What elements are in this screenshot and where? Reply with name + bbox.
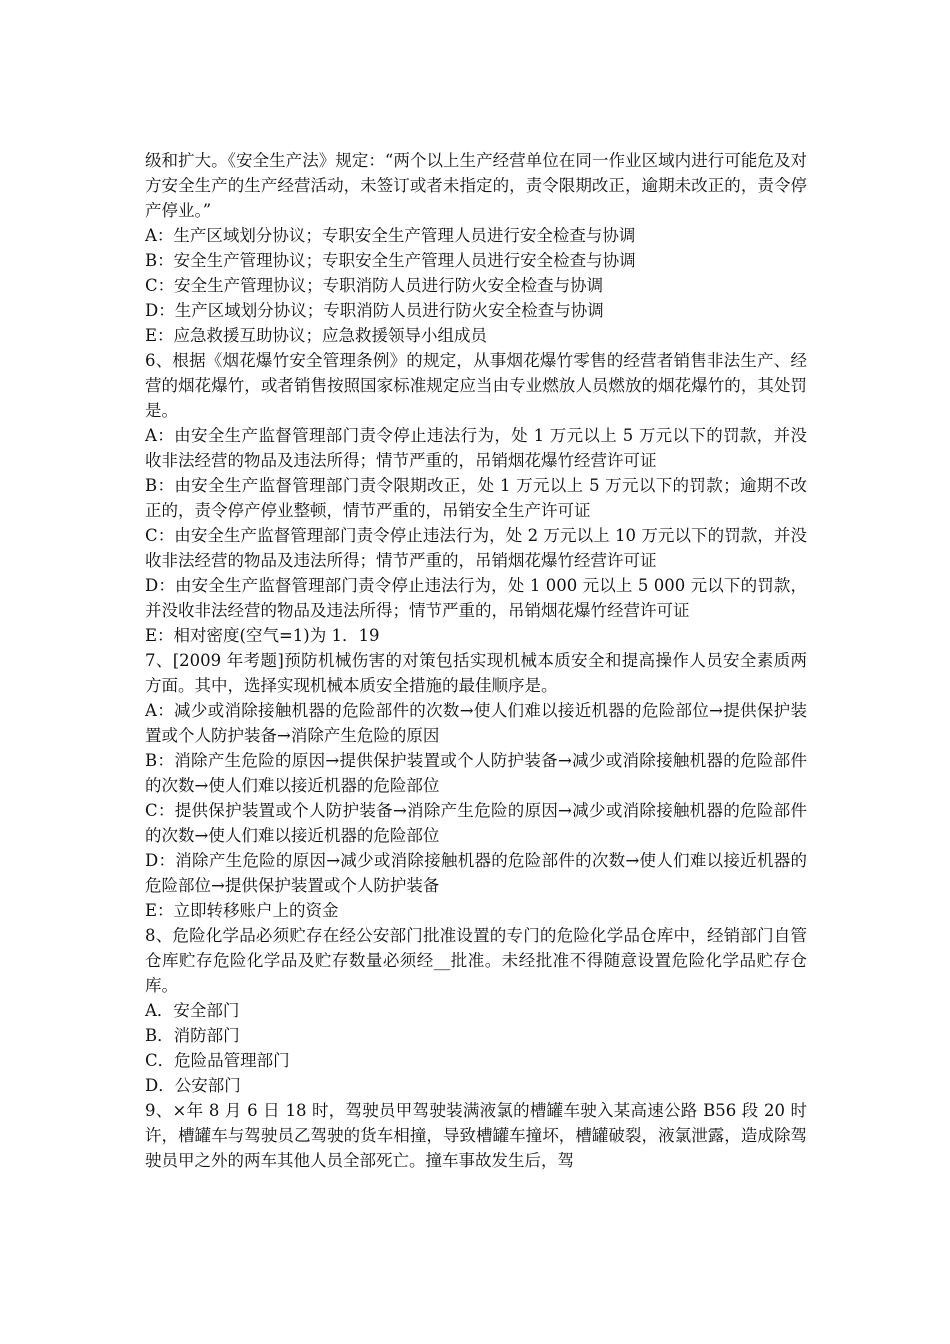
question-8-option-d: D．公安部门 [145,1076,241,1095]
question-5-stem-continued: 级和扩大。《安全生产法》规定：“两个以上生产经营单位在同一作业区域内进行可能危及对方安全生产的生产经营活动，未签订或者未指定的，责令限期改正，逾期未改正的，责令停产停业。” [145,151,807,220]
question-9-stem: 9、×年 8 月 6 日 18 时，驾驶员甲驾驶装满液氯的槽罐车驶入某高速公路 B56 段 20 时许，槽罐车与驾驶员乙驾驶的货车相撞，导致槽罐车撞坏，槽罐破裂，液氯泄露，造成除驾驶员甲之外的两车其他人员全部死亡。撞车事故发生后，驾 [145,1101,807,1170]
document-page [145,0,807,1344]
question-6-option-d: D：由安全生产监督管理部门责令停止违法行为，处 1 000 元以上 5 000 元以下的罚款，并没收非法经营的物品及违法所得；情节严重的，吊销烟花爆竹经营许可证 [145,576,807,620]
question-5-option-d: D：生产区域划分协议；专职消防人员进行防火安全检查与协调 [145,301,604,320]
question-7-option-c: C：提供保护装置或个人防护装备→消除产生危险的原因→减少或消除接触机器的危险部件的次数→使人们难以接近机器的危险部位 [145,801,807,845]
question-6-stem: 6、根据《烟花爆竹安全管理条例》的规定，从事烟花爆竹零售的经营者销售非法生产、经营的烟花爆竹，或者销售按照国家标准规定应当由专业燃放人员燃放的烟花爆竹的，其处罚是。 [145,351,807,420]
question-8-option-b: B．消防部门 [145,1026,240,1045]
document-body [145,148,807,1173]
question-7-stem: 7、[2009 年考题]预防机械伤害的对策包括实现机械本质安全和提高操作人员安全素质两方面。其中，选择实现机械本质安全措施的最佳顺序是。 [145,651,807,695]
question-8-option-c: C．危险品管理部门 [145,1051,290,1070]
question-7-option-e: E：立即转移账户上的资金 [145,901,339,920]
question-6-option-b: B：由安全生产监督管理部门责令限期改正，处 1 万元以上 5 万元以下的罚款；逾期不改正的，责令停产停业整顿，情节严重的，吊销安全生产许可证 [145,476,807,520]
question-5-option-e: E：应急救援互助协议；应急救援领导小组成员 [145,326,488,345]
question-5-option-a: A：生产区域划分协议；专职安全生产管理人员进行安全检查与协调 [145,226,636,245]
question-5-option-c: C：安全生产管理协议；专职消防人员进行防火安全检查与协调 [145,276,604,295]
question-6-option-c: C：由安全生产监督管理部门责令停止违法行为，处 2 万元以上 10 万元以下的罚款，并没收非法经营的物品及违法所得；情节严重的，吊销烟花爆竹经营许可证 [145,526,807,570]
question-5-option-b: B：安全生产管理协议；专职安全生产管理人员进行安全检查与协调 [145,251,636,270]
question-6-option-e: E：相对密度(空气=1)为 1．19 [145,626,380,645]
question-6-option-a: A：由安全生产监督管理部门责令停止违法行为，处 1 万元以上 5 万元以下的罚款，并没收非法经营的物品及违法所得；情节严重的，吊销烟花爆竹经营许可证 [145,426,807,470]
question-8-option-a: A．安全部门 [145,1001,240,1020]
question-8-stem: 8、危险化学品必须贮存在经公安部门批准设置的专门的危险化学品仓库中，经销部门自管仓库贮存危险化学品及贮存数量必须经__批准。未经批准不得随意设置危险化学品贮存仓库。 [145,926,807,995]
question-7-option-a: A：减少或消除接触机器的危险部件的次数→使人们难以接近机器的危险部位→提供保护装置或个人防护装备→消除产生危险的原因 [145,701,807,745]
question-7-option-b: B：消除产生危险的原因→提供保护装置或个人防护装备→减少或消除接触机器的危险部件的次数→使人们难以接近机器的危险部位 [145,751,807,795]
question-7-option-d: D：消除产生危险的原因→减少或消除接触机器的危险部件的次数→使人们难以接近机器的危险部位→提供保护装置或个人防护装备 [145,851,807,895]
